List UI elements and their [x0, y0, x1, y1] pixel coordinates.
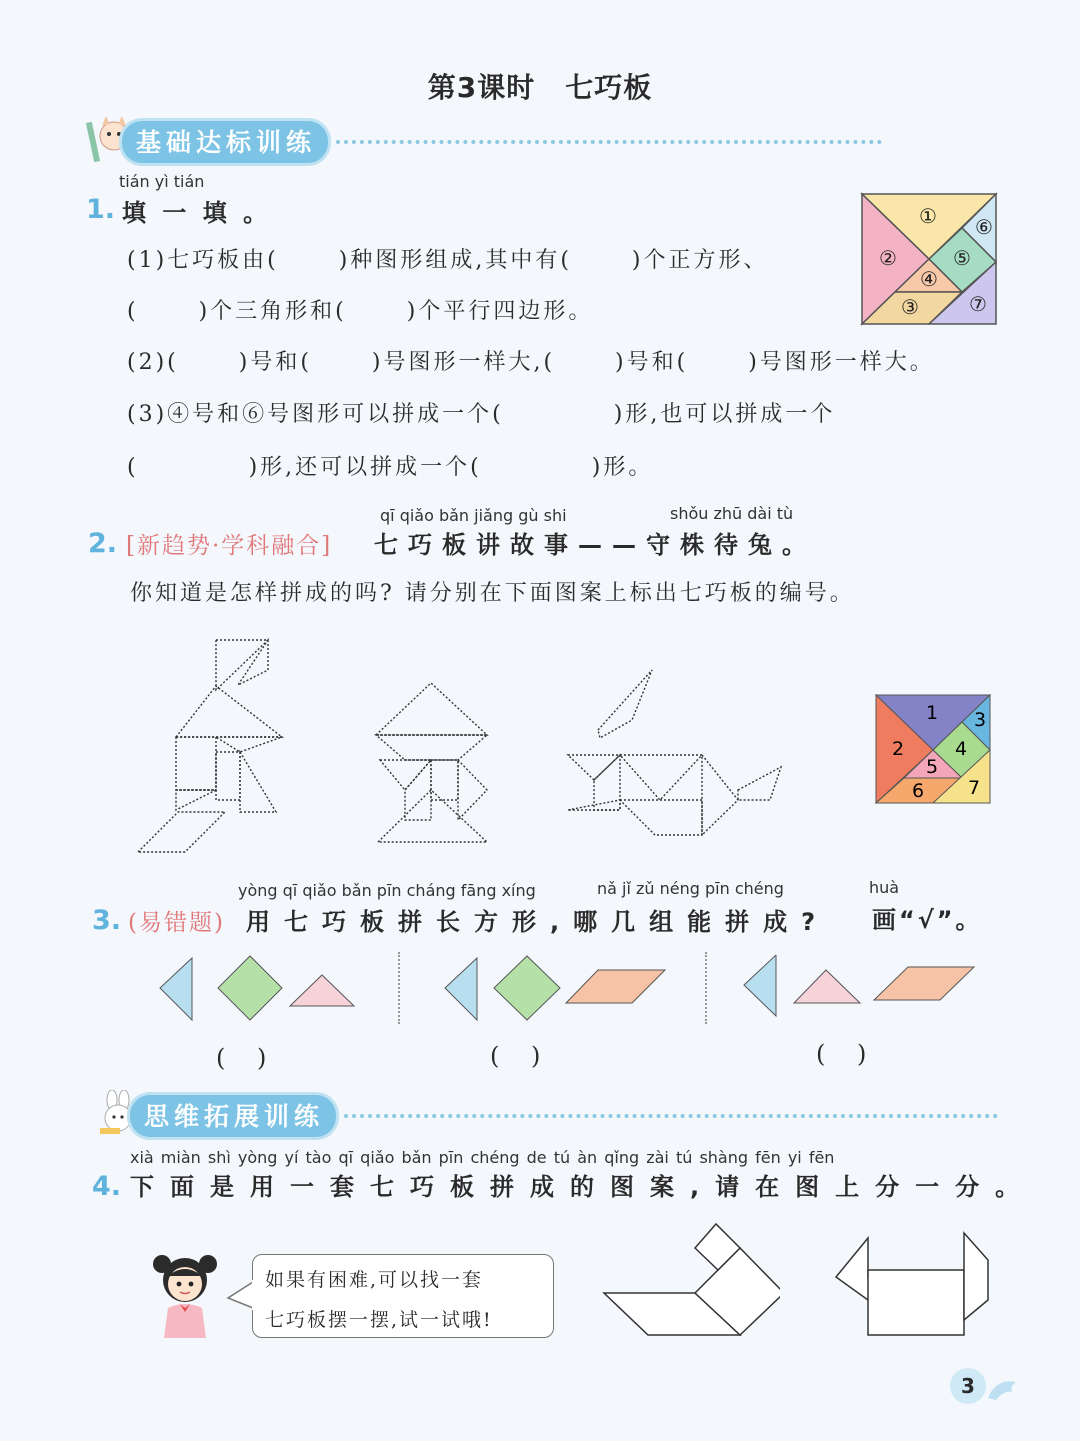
q2-ref-label-6: 6: [911, 780, 925, 802]
section-basic-label: 基础达标训练: [122, 121, 328, 163]
q3-answer-3[interactable]: ( ): [816, 1040, 867, 1068]
q4-pinyin: xià miàn shì yòng yí tào qī qiǎo bǎn pīn chéng de tú àn qǐng zài tú shàng fēn yi fēn: [130, 1148, 835, 1167]
q1-diagram-label-4: ④: [920, 267, 938, 291]
q1-diagram-label-1: ①: [919, 204, 937, 228]
q3-group-2: [440, 955, 670, 1025]
q3-group-3: [738, 955, 978, 1025]
q2-number: 2.: [88, 528, 118, 559]
dolphin-icon: [984, 1372, 1024, 1408]
q2-prompt: 七巧板讲故事——守株待兔。: [374, 531, 816, 559]
q2-instruction: 你知道是怎样拼成的吗? 请分别在下面图案上标出七巧板的编号。: [130, 581, 855, 606]
q1-prompt: 填 一 填 。: [122, 199, 272, 227]
bubble-line-2: 七巧板摆一摆,试一试哦!: [265, 1309, 493, 1331]
q2-ref-label-7: 7: [967, 777, 981, 799]
q1-pinyin: tián yì tián: [119, 172, 205, 191]
q2-ref-label-3: 3: [973, 709, 987, 731]
page-title: [0, 66, 1080, 106]
speech-bubble-tail: [226, 1280, 256, 1310]
q3-number: 3.: [92, 905, 122, 936]
q2-pinyin-1: qī qiǎo bǎn jiǎng gù shi: [380, 506, 567, 525]
section-advanced-header: [130, 1096, 998, 1136]
q1-diagram-label-7: ⑦: [969, 292, 987, 316]
q2-ref-label-2: 2: [891, 738, 905, 760]
q2-ref-label-5: 5: [925, 756, 939, 778]
q2-tag: [新趋势·学科融合]: [126, 533, 333, 559]
section-divider-2: [344, 1114, 998, 1118]
bubble-line-1: 如果有困难,可以找一套: [265, 1269, 484, 1291]
q4-number: 4.: [92, 1171, 122, 1202]
lesson-number: 第3课时: [427, 71, 536, 104]
section-basic-header: [122, 122, 882, 162]
q3-divider-2: [705, 952, 707, 1024]
q3-pinyin-2: nǎ jǐ zǔ néng pīn chéng: [597, 879, 784, 898]
q1-line-3: (2)( )号和( )号图形一样大,( )号和( )号图形一样大。: [127, 350, 935, 375]
q1-diagram-label-5: ⑤: [953, 246, 971, 270]
section-advanced-label: 思维拓展训练: [130, 1095, 336, 1137]
q2-figure-man: [130, 630, 290, 860]
lesson-name: 七巧板: [565, 71, 653, 104]
q3-pinyin-3: huà: [869, 878, 900, 897]
page-number: 3: [950, 1368, 986, 1404]
q4-figure-swan: [600, 1220, 780, 1340]
q4-prompt: 下面是用一套七巧板拼成的图案,请在图上分一分。: [130, 1173, 1036, 1201]
q3-answer-2[interactable]: ( ): [490, 1042, 541, 1070]
q2-pinyin-2: shǒu zhū dài tù: [670, 504, 794, 523]
q1-number: 1.: [86, 194, 116, 225]
q3-check-instruction: 画“√”。: [872, 906, 983, 934]
q2-figure-house: [370, 676, 494, 844]
q1-line-1: (1)七巧板由( )种图形组成,其中有( )个正方形、: [127, 248, 769, 273]
q1-line-2: ( )个三角形和( )个平行四边形。: [127, 299, 594, 324]
q3-pinyin-1: yòng qī qiǎo bǎn pīn cháng fāng xíng: [238, 881, 536, 900]
q1-tangram-diagram: [860, 192, 998, 326]
q1-line-4: (3)④号和⑥号图形可以拼成一个( )形,也可以拼成一个: [127, 402, 836, 427]
section-divider: [336, 140, 882, 144]
q3-answer-1[interactable]: ( ): [216, 1044, 267, 1072]
q1-diagram-label-6: ⑥: [975, 215, 993, 239]
q3-group-1: [155, 955, 360, 1025]
q3-divider-1: [398, 952, 400, 1024]
q2-ref-label-1: 1: [925, 702, 939, 724]
q3-prompt: 用七巧板拼长方形,哪几组能拼成?: [246, 908, 830, 936]
q3-tag: (易错题): [128, 910, 225, 936]
girl-illustration-icon: [150, 1250, 220, 1340]
q1-line-5: ( )形,还可以拼成一个( )形。: [127, 455, 654, 480]
speech-bubble: [252, 1254, 554, 1338]
q2-figure-rabbit: [565, 665, 787, 843]
q4-figure-dog: [830, 1225, 992, 1340]
q2-ref-label-4: 4: [954, 738, 968, 760]
q1-diagram-label-3: ③: [901, 295, 919, 319]
q2-reference-tangram: [874, 693, 992, 805]
q1-diagram-label-2: ②: [879, 246, 897, 270]
